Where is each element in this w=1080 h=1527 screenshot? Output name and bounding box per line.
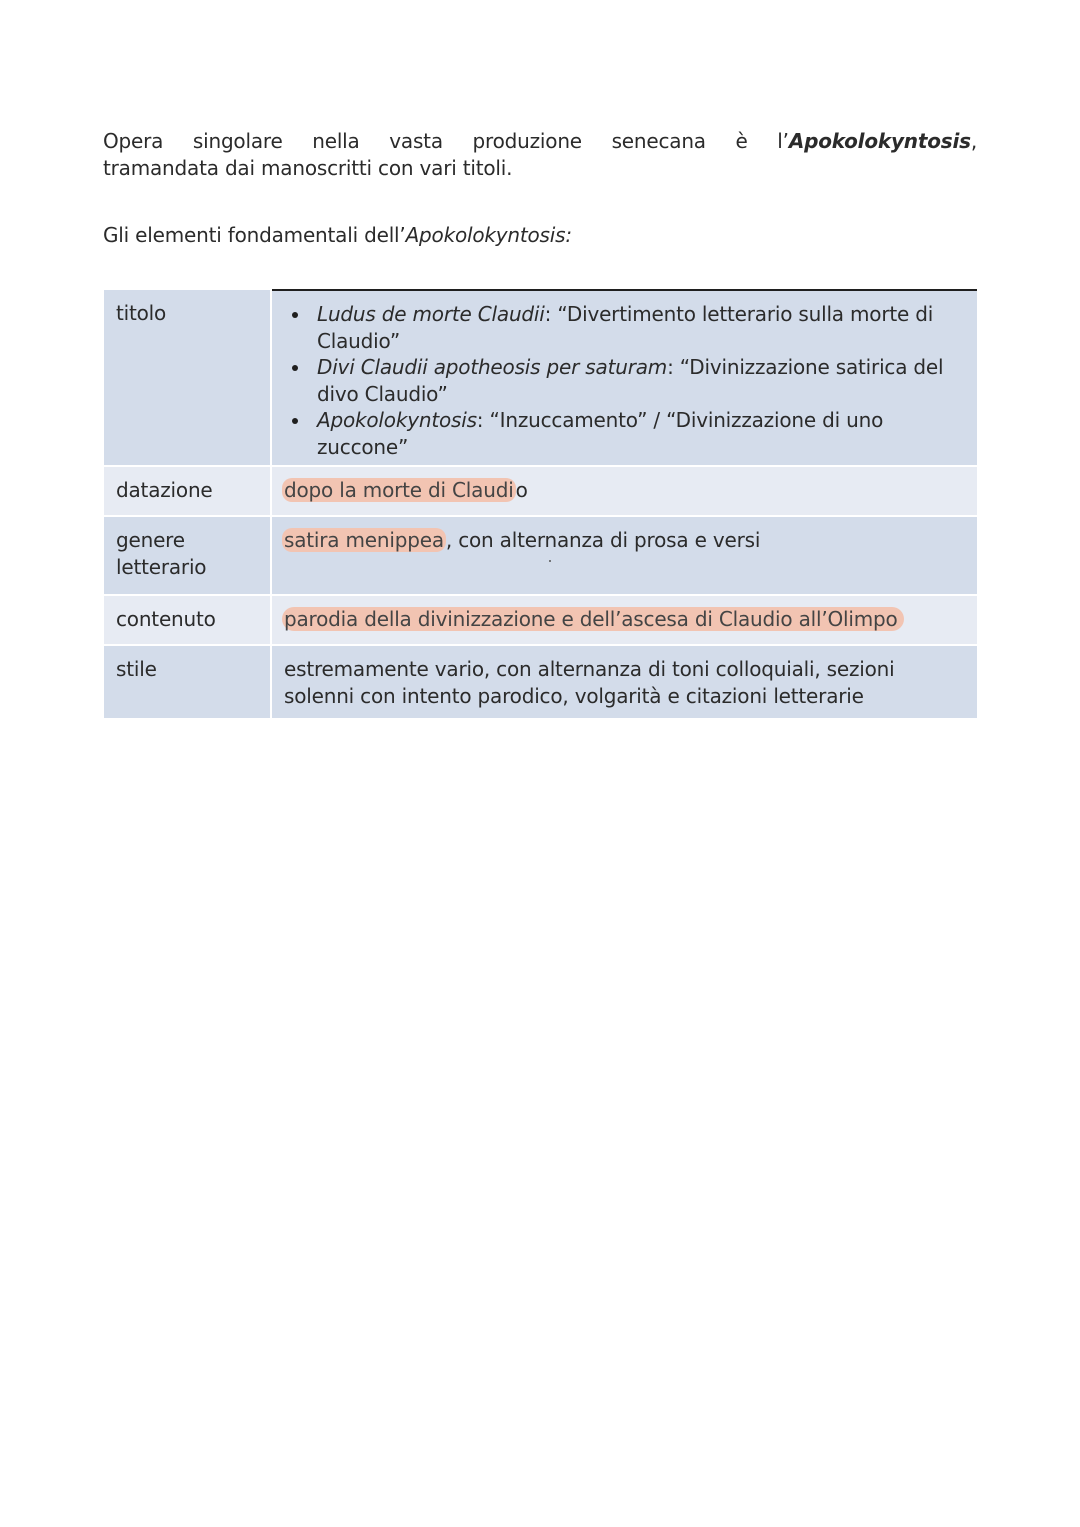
highlighted-text: satira menippea <box>284 528 444 552</box>
highlighted-text: parodia della divinizzazione e dell’ascesa di Claudio all’Olimpo <box>282 607 904 631</box>
row-label-datazione: datazione <box>104 466 271 516</box>
title-name: Divi Claudii apotheosis per saturam <box>317 355 668 379</box>
list-item <box>317 407 965 460</box>
row-label-stile: stile <box>104 645 271 718</box>
list-item <box>317 301 965 354</box>
row-value-titolo <box>271 290 977 466</box>
intro-line-1 <box>103 128 977 155</box>
intro-comma: , <box>970 129 977 153</box>
table-row-contenuto <box>104 595 977 645</box>
subtitle-prefix: Gli elementi fondamentali dell’ <box>103 223 406 247</box>
table-row-genere <box>104 516 977 595</box>
table-row-datazione <box>104 466 977 516</box>
subtitle-work-title: Apokolokyntosis: <box>405 223 572 247</box>
section-subtitle <box>103 222 572 249</box>
row-value-genere <box>271 516 977 595</box>
title-desc: : “Divertimento letterario sulla morte di Claudio” <box>317 302 934 353</box>
intro-line-2: tramandata dai manoscritti con vari titoli. <box>103 156 513 180</box>
row-label-titolo: titolo <box>104 290 271 466</box>
table-row-titolo <box>104 290 977 466</box>
row-value-stile: estremamente vario, con alternanza di toni colloquiali, sezioni solenni con intento parodico, volgarità e citazioni letterarie <box>271 645 977 718</box>
title-name: Apokolokyntosis <box>317 408 477 432</box>
list-item <box>317 354 965 407</box>
title-name: Ludus de morte Claudii <box>317 302 545 326</box>
row-value-datazione <box>271 466 977 516</box>
intro-line-1-prefix: Opera singolare nella vasta produzione senecana è <box>103 129 778 153</box>
row-label-genere: genere letterario <box>104 516 271 595</box>
row-value-contenuto <box>271 595 977 645</box>
elements-table <box>104 289 977 718</box>
intro-article: l’ <box>777 129 789 153</box>
plain-text: , con alternanza di prosa e versi <box>445 528 761 552</box>
title-desc: : “Inzuccamento” / “Divinizzazione di uno zuccone” <box>317 408 884 459</box>
plain-text: o <box>515 478 528 502</box>
intro-paragraph <box>103 128 977 182</box>
title-desc: : “Divinizzazione satirica del divo Claudio” <box>317 355 944 406</box>
titles-list <box>284 301 965 460</box>
intro-work-title: Apokolokyntosis <box>788 129 971 153</box>
stray-dot <box>549 560 551 562</box>
highlighted-text: dopo la morte di Claudi <box>284 478 514 502</box>
table-row-stile <box>104 645 977 718</box>
row-label-contenuto: contenuto <box>104 595 271 645</box>
